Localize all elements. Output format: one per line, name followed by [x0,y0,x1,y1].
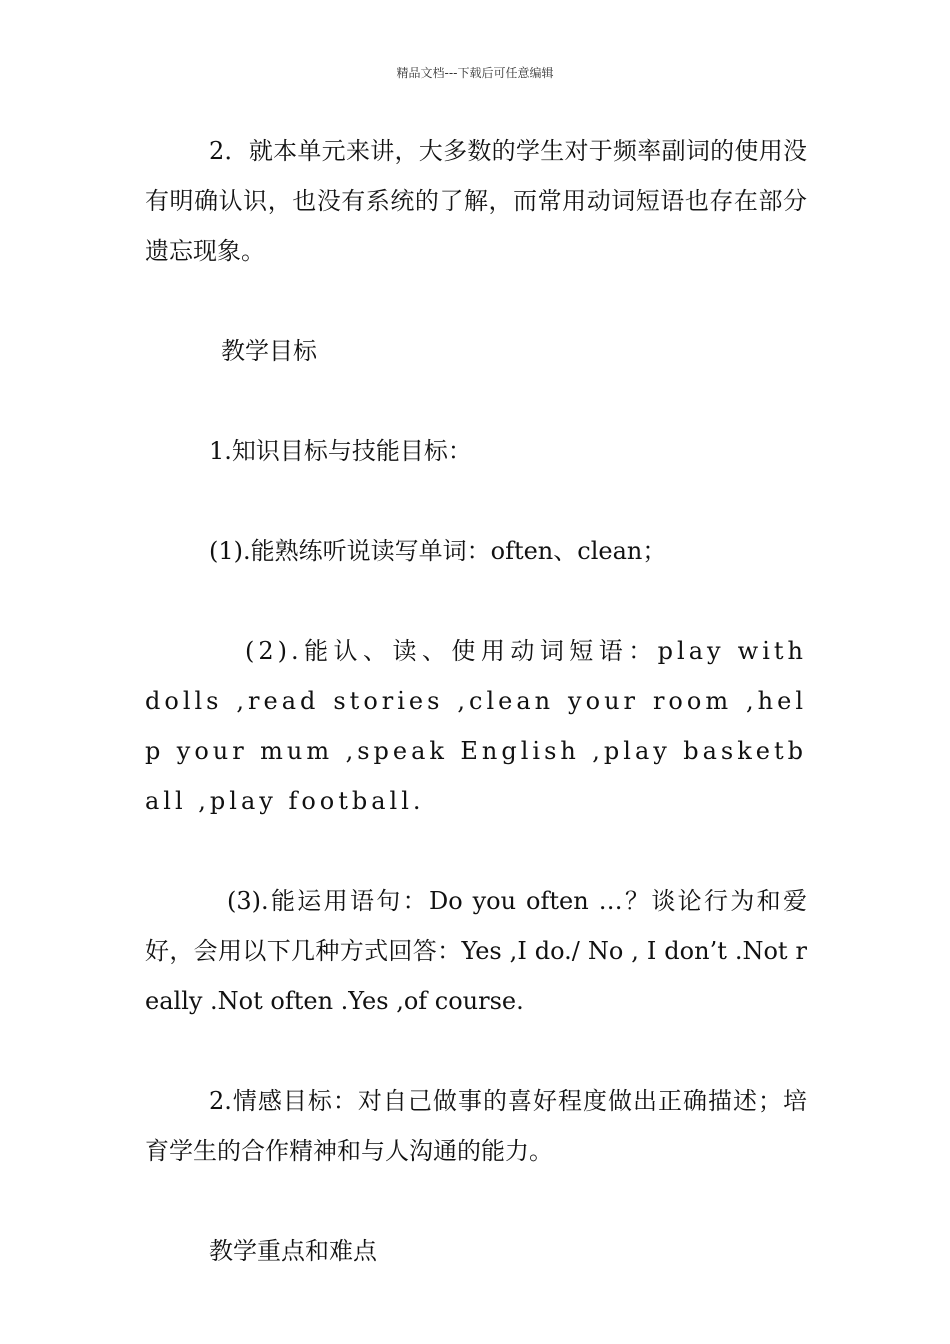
document-body [145,126,807,1276]
heading-teaching-goals: 教学目标 [221,337,317,365]
paragraph-student-analysis: 2．就本单元来讲，大多数的学生对于频率副词的使用没有明确认识，也没有系统的了解，而常用动词短语也存在部分遗忘现象。 [145,137,807,265]
paragraph-goal-sentences: (3).能运用语句：Do you often …？谈论行为和爱好，会用以下几种方式回答：Yes ,I do./ No , I don’t .Not really .Not often .Yes ,of course. [145,887,807,1015]
paragraph-goal-phrases: (2).能认、读、使用动词短语：play with dolls ,read stories ,clean your room ,help your mum ,speak English ,play basketball ,play football. [145,637,807,815]
page-header: 精品文档---下载后可任意编辑 [396,66,554,80]
paragraph-goal-words: (1).能熟练听说读写单词：often、clean； [209,537,667,565]
heading-key-points: 教学重点和难点 [209,1237,377,1265]
paragraph-emotional-goals: 2.情感目标：对自己做事的喜好程度做出正确描述；培育学生的合作精神和与人沟通的能力。 [145,1087,807,1165]
paragraph-knowledge-goals: 1.知识目标与技能目标： [209,437,472,465]
